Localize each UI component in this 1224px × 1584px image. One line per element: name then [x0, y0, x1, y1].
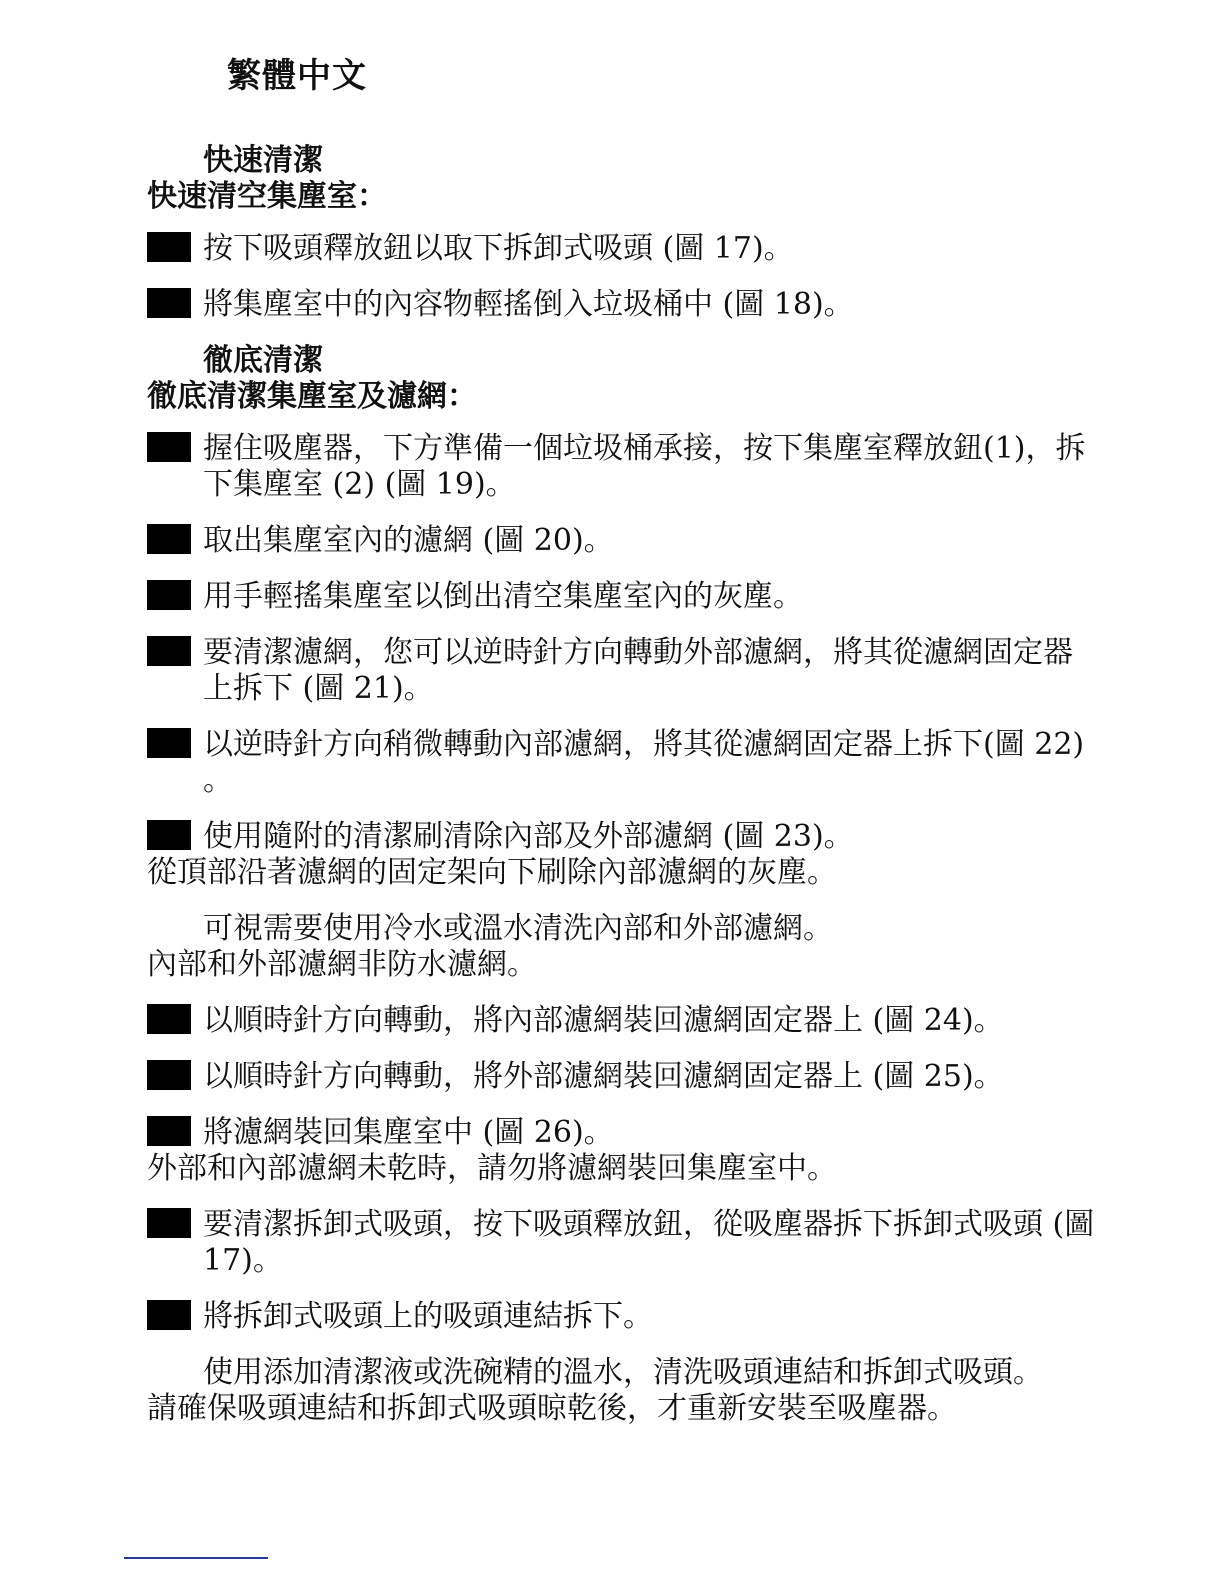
step-item — [147, 1059, 1097, 1095]
step-bullet-marker — [147, 232, 191, 262]
step-bullet-marker — [147, 1116, 191, 1146]
step-text: 握住吸塵器，下方準備一個垃圾桶承接，按下集塵室釋放鈕(1)，拆下集塵室 (2) (圖 19)。 — [203, 431, 1086, 502]
step-item — [147, 523, 1097, 559]
step-item — [147, 1003, 1097, 1039]
step-text: 用手輕搖集塵室以倒出清空集塵室內的灰塵。 — [203, 579, 803, 614]
step-text: 將集塵室中的內容物輕搖倒入垃圾桶中 (圖 18)。 — [203, 287, 854, 322]
step-item — [147, 819, 1097, 855]
step-text: 使用隨附的清潔刷清除內部及外部濾網 (圖 23)。 — [203, 819, 854, 854]
thorough-clean-heading: 徹底清潔 — [203, 343, 323, 378]
step-text: 以順時針方向轉動，將外部濾網裝回濾網固定器上 (圖 25)。 — [203, 1059, 1004, 1094]
step-bullet-marker — [147, 1060, 191, 1090]
step-bullet-marker — [147, 524, 191, 554]
step-bullet-marker — [147, 820, 191, 850]
page-language-title: 繁體中文 — [227, 56, 367, 96]
step-bullet-marker — [147, 288, 191, 318]
step-text: 要清潔拆卸式吸頭，按下吸頭釋放鈕，從吸塵器拆下拆卸式吸頭 (圖 17)。 — [203, 1207, 1095, 1278]
step-item — [147, 431, 1097, 503]
step-text: 以逆時針方向稍微轉動內部濾網，將其從濾網固定器上拆下(圖 22) 。 — [203, 727, 1085, 798]
step-item — [147, 231, 1097, 267]
step-text: 要清潔濾網，您可以逆時針方向轉動外部濾網，將其從濾網固定器上拆下 (圖 21)。 — [203, 635, 1073, 706]
step-item — [147, 635, 1097, 707]
note-not-waterproof: 內部和外部濾網非防水濾網。 — [147, 947, 537, 982]
step-item — [147, 1299, 1097, 1335]
step-bullet-marker — [147, 1208, 191, 1238]
step-text: 取出集塵室內的濾網 (圖 20)。 — [203, 523, 614, 558]
step-item — [147, 727, 1097, 799]
note-dry-before-reinstall: 請確保吸頭連結和拆卸式吸頭晾乾後，才重新安裝至吸塵器。 — [147, 1391, 957, 1426]
note-dry-before-refit: 外部和內部濾網未乾時，請勿將濾網裝回集塵室中。 — [147, 1151, 837, 1186]
step-text: 將濾網裝回集塵室中 (圖 26)。 — [203, 1115, 614, 1150]
thorough-clean-subheading: 徹底清潔集塵室及濾網： — [147, 379, 477, 414]
step-bullet-marker — [147, 580, 191, 610]
step-item — [147, 287, 1097, 323]
step-bullet-marker — [147, 1300, 191, 1330]
note-soap-wash: 使用添加清潔液或洗碗精的溫水，清洗吸頭連結和拆卸式吸頭。 — [203, 1355, 1043, 1390]
cleaning-instructions — [147, 143, 1097, 1427]
step-item — [147, 579, 1097, 615]
footer-rule — [124, 1557, 268, 1559]
note-brush-direction: 從頂部沿著濾網的固定架向下刷除內部濾網的灰塵。 — [147, 855, 837, 890]
step-bullet-marker — [147, 636, 191, 666]
step-bullet-marker — [147, 432, 191, 462]
note-wash-water: 可視需要使用冷水或溫水清洗內部和外部濾網。 — [203, 911, 833, 946]
step-text: 按下吸頭釋放鈕以取下拆卸式吸頭 (圖 17)。 — [203, 231, 794, 266]
step-text: 將拆卸式吸頭上的吸頭連結拆下。 — [203, 1299, 653, 1334]
step-item — [147, 1115, 1097, 1151]
quick-clean-subheading: 快速清空集塵室： — [147, 179, 387, 214]
quick-clean-heading: 快速清潔 — [203, 143, 323, 178]
step-bullet-marker — [147, 1004, 191, 1034]
step-item — [147, 1207, 1097, 1279]
step-text: 以順時針方向轉動，將內部濾網裝回濾網固定器上 (圖 24)。 — [203, 1003, 1004, 1038]
step-bullet-marker — [147, 728, 191, 758]
